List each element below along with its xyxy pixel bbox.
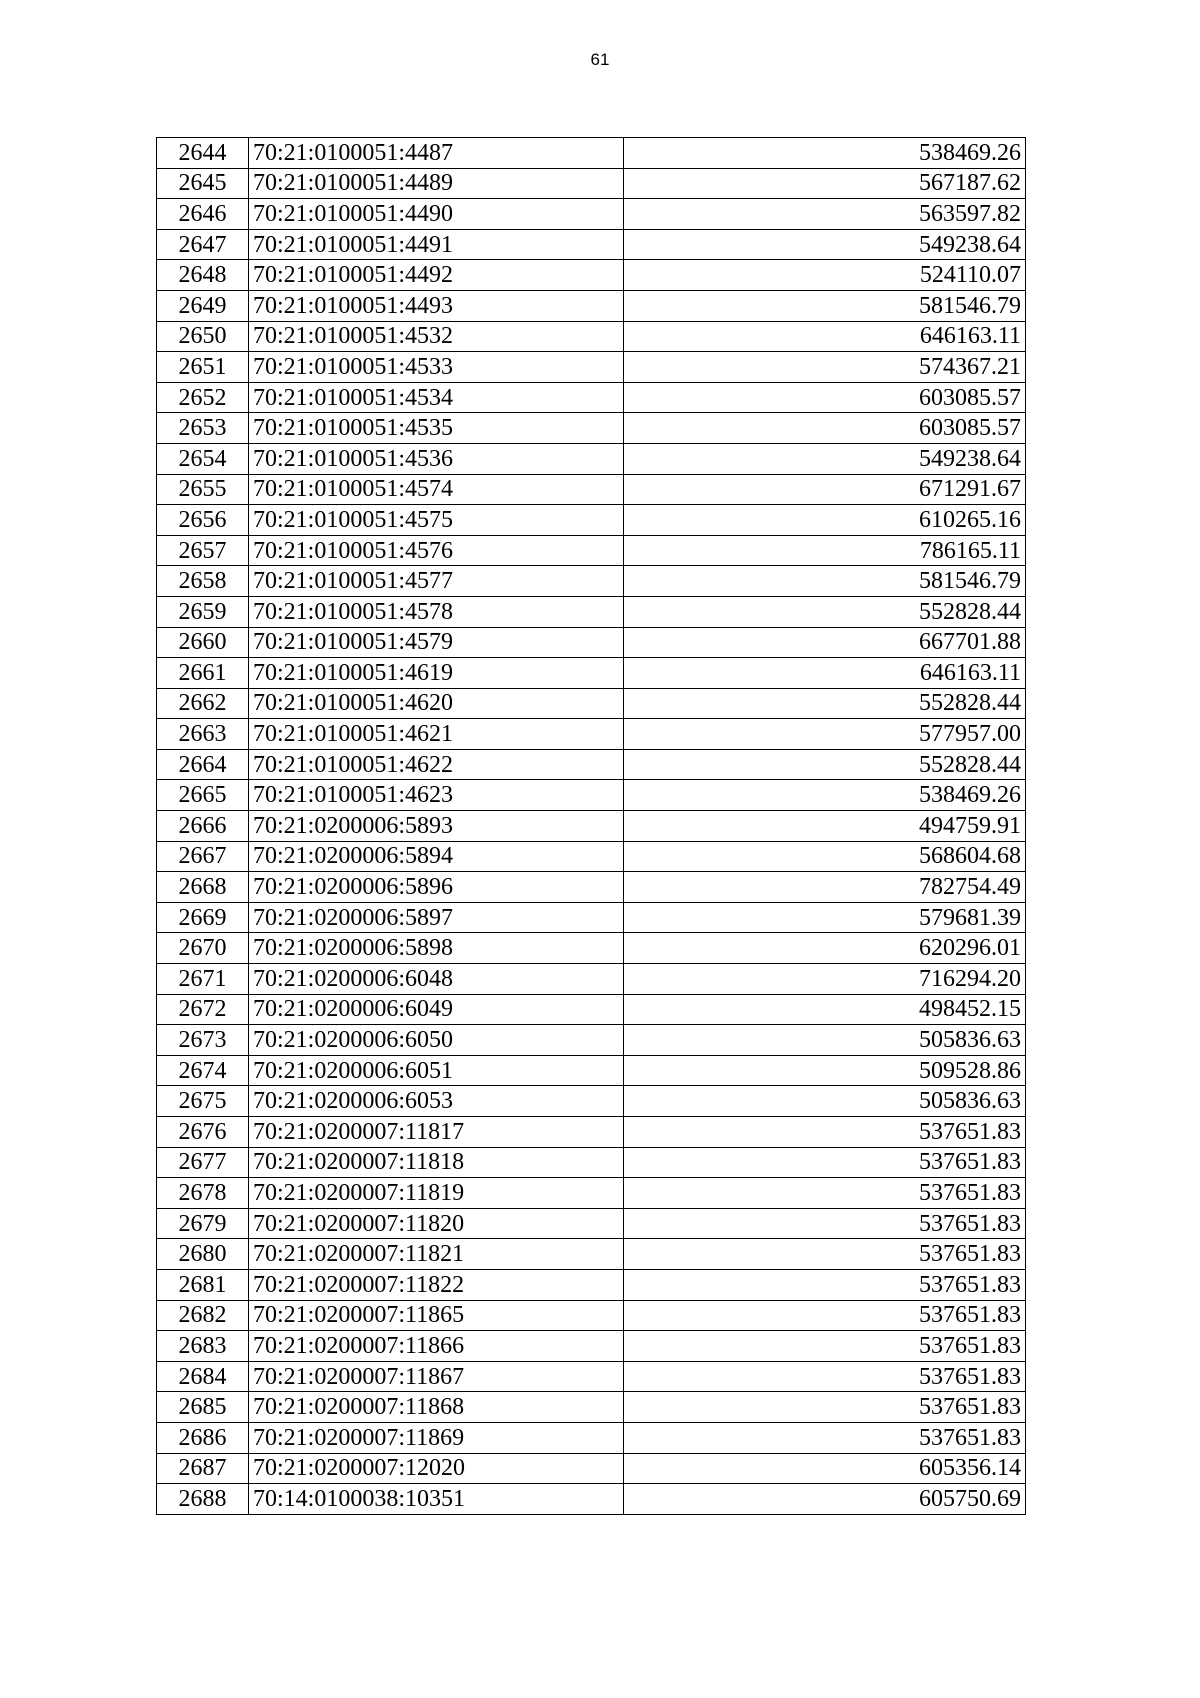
cadastral-value-cell: 537651.83: [624, 1239, 1026, 1270]
cadastral-number-cell: 70:21:0200006:6049: [249, 994, 624, 1025]
cadastral-number-cell: 70:21:0100051:4579: [249, 627, 624, 658]
page-number: 61: [590, 50, 610, 69]
cadastral-value-cell: 563597.82: [624, 199, 1026, 230]
cadastral-number-cell: 70:21:0200007:11868: [249, 1392, 624, 1423]
cadastral-value-cell: 538469.26: [624, 780, 1026, 811]
row-number-cell: 2675: [157, 1086, 249, 1117]
table-row: [157, 566, 1026, 597]
row-number-cell: 2644: [157, 138, 249, 169]
cadastral-value-cell: 537651.83: [624, 1117, 1026, 1148]
table-row: [157, 290, 1026, 321]
table-row: [157, 443, 1026, 474]
row-number-cell: 2659: [157, 596, 249, 627]
row-number-cell: 2651: [157, 352, 249, 383]
row-number-cell: 2649: [157, 290, 249, 321]
cadastral-number-cell: 70:21:0100051:4620: [249, 688, 624, 719]
cadastral-number-cell: 70:21:0100051:4534: [249, 382, 624, 413]
row-number-cell: 2673: [157, 1025, 249, 1056]
cadastral-number-cell: 70:21:0200007:12020: [249, 1453, 624, 1484]
table-body: [157, 138, 1026, 1515]
cadastral-value-cell: 549238.64: [624, 443, 1026, 474]
cadastral-value-table: [156, 137, 1026, 1515]
table-row: [157, 1484, 1026, 1515]
cadastral-number-cell: 70:21:0100051:4491: [249, 229, 624, 260]
table-row: [157, 474, 1026, 505]
cadastral-number-cell: 70:21:0100051:4578: [249, 596, 624, 627]
row-number-cell: 2678: [157, 1178, 249, 1209]
cadastral-value-cell: 537651.83: [624, 1208, 1026, 1239]
cadastral-number-cell: 70:21:0100051:4493: [249, 290, 624, 321]
row-number-cell: 2685: [157, 1392, 249, 1423]
cadastral-value-cell: 498452.15: [624, 994, 1026, 1025]
cadastral-value-cell: 524110.07: [624, 260, 1026, 291]
cadastral-number-cell: 70:21:0100051:4619: [249, 658, 624, 689]
cadastral-value-cell: 552828.44: [624, 688, 1026, 719]
row-number-cell: 2674: [157, 1055, 249, 1086]
table-row: [157, 811, 1026, 842]
cadastral-number-cell: 70:21:0200007:11869: [249, 1422, 624, 1453]
row-number-cell: 2666: [157, 811, 249, 842]
cadastral-number-cell: 70:21:0100051:4535: [249, 413, 624, 444]
cadastral-value-cell: 667701.88: [624, 627, 1026, 658]
cadastral-value-cell: 549238.64: [624, 229, 1026, 260]
table-row: [157, 994, 1026, 1025]
cadastral-value-cell: 782754.49: [624, 872, 1026, 903]
table-row: [157, 1361, 1026, 1392]
row-number-cell: 2648: [157, 260, 249, 291]
cadastral-value-cell: 603085.57: [624, 382, 1026, 413]
row-number-cell: 2652: [157, 382, 249, 413]
row-number-cell: 2658: [157, 566, 249, 597]
table-row: [157, 535, 1026, 566]
cadastral-number-cell: 70:21:0200007:11818: [249, 1147, 624, 1178]
cadastral-value-cell: 786165.11: [624, 535, 1026, 566]
cadastral-number-cell: 70:21:0100051:4574: [249, 474, 624, 505]
cadastral-number-cell: 70:21:0100051:4533: [249, 352, 624, 383]
row-number-cell: 2684: [157, 1361, 249, 1392]
row-number-cell: 2679: [157, 1208, 249, 1239]
cadastral-number-cell: 70:21:0200006:6050: [249, 1025, 624, 1056]
table-row: [157, 596, 1026, 627]
table-row: [157, 627, 1026, 658]
table-row: [157, 1453, 1026, 1484]
cadastral-number-cell: 70:14:0100038:10351: [249, 1484, 624, 1515]
table-row: [157, 1269, 1026, 1300]
table-row: [157, 321, 1026, 352]
table-row: [157, 260, 1026, 291]
row-number-cell: 2687: [157, 1453, 249, 1484]
table-row: [157, 1117, 1026, 1148]
table-row: [157, 1147, 1026, 1178]
row-number-cell: 2668: [157, 872, 249, 903]
cadastral-number-cell: 70:21:0100051:4577: [249, 566, 624, 597]
cadastral-number-cell: 70:21:0200007:11821: [249, 1239, 624, 1270]
cadastral-number-cell: 70:21:0200006:5897: [249, 902, 624, 933]
row-number-cell: 2653: [157, 413, 249, 444]
cadastral-number-cell: 70:21:0200006:6053: [249, 1086, 624, 1117]
cadastral-value-cell: 537651.83: [624, 1300, 1026, 1331]
row-number-cell: 2665: [157, 780, 249, 811]
cadastral-value-cell: 646163.11: [624, 321, 1026, 352]
cadastral-value-cell: 505836.63: [624, 1086, 1026, 1117]
table-row: [157, 505, 1026, 536]
cadastral-number-cell: 70:21:0100051:4492: [249, 260, 624, 291]
row-number-cell: 2645: [157, 168, 249, 199]
cadastral-value-cell: 579681.39: [624, 902, 1026, 933]
cadastral-number-cell: 70:21:0200007:11817: [249, 1117, 624, 1148]
cadastral-number-cell: 70:21:0100051:4536: [249, 443, 624, 474]
cadastral-number-cell: 70:21:0200006:5894: [249, 841, 624, 872]
table-row: [157, 964, 1026, 995]
table-row: [157, 382, 1026, 413]
cadastral-number-cell: 70:21:0200007:11865: [249, 1300, 624, 1331]
row-number-cell: 2686: [157, 1422, 249, 1453]
row-number-cell: 2664: [157, 749, 249, 780]
table-row: [157, 1239, 1026, 1270]
table-row: [157, 902, 1026, 933]
row-number-cell: 2656: [157, 505, 249, 536]
cadastral-number-cell: 70:21:0200006:6051: [249, 1055, 624, 1086]
row-number-cell: 2676: [157, 1117, 249, 1148]
table-row: [157, 719, 1026, 750]
table-row: [157, 1055, 1026, 1086]
cadastral-value-cell: 537651.83: [624, 1392, 1026, 1423]
cadastral-number-cell: 70:21:0200007:11819: [249, 1178, 624, 1209]
table-row: [157, 1300, 1026, 1331]
table-row: [157, 1422, 1026, 1453]
table-row: [157, 1025, 1026, 1056]
cadastral-value-cell: 494759.91: [624, 811, 1026, 842]
table-row: [157, 1178, 1026, 1209]
table-row: [157, 352, 1026, 383]
row-number-cell: 2670: [157, 933, 249, 964]
cadastral-number-cell: 70:21:0200006:6048: [249, 964, 624, 995]
cadastral-value-cell: 567187.62: [624, 168, 1026, 199]
cadastral-value-cell: 537651.83: [624, 1178, 1026, 1209]
cadastral-number-cell: 70:21:0200006:5898: [249, 933, 624, 964]
row-number-cell: 2671: [157, 964, 249, 995]
row-number-cell: 2681: [157, 1269, 249, 1300]
cadastral-value-cell: 537651.83: [624, 1331, 1026, 1362]
cadastral-number-cell: 70:21:0100051:4490: [249, 199, 624, 230]
table-row: [157, 1208, 1026, 1239]
row-number-cell: 2683: [157, 1331, 249, 1362]
cadastral-value-cell: 581546.79: [624, 290, 1026, 321]
cadastral-number-cell: 70:21:0200006:5893: [249, 811, 624, 842]
cadastral-value-cell: 552828.44: [624, 596, 1026, 627]
cadastral-number-cell: 70:21:0100051:4575: [249, 505, 624, 536]
table-row: [157, 229, 1026, 260]
table-row: [157, 413, 1026, 444]
cadastral-value-cell: 577957.00: [624, 719, 1026, 750]
cadastral-number-cell: 70:21:0100051:4623: [249, 780, 624, 811]
cadastral-number-cell: 70:21:0200007:11822: [249, 1269, 624, 1300]
row-number-cell: 2682: [157, 1300, 249, 1331]
cadastral-number-cell: 70:21:0100051:4489: [249, 168, 624, 199]
table-row: [157, 658, 1026, 689]
table-row: [157, 780, 1026, 811]
row-number-cell: 2657: [157, 535, 249, 566]
row-number-cell: 2663: [157, 719, 249, 750]
row-number-cell: 2688: [157, 1484, 249, 1515]
row-number-cell: 2660: [157, 627, 249, 658]
row-number-cell: 2654: [157, 443, 249, 474]
cadastral-value-cell: 605356.14: [624, 1453, 1026, 1484]
cadastral-value-cell: 537651.83: [624, 1269, 1026, 1300]
cadastral-value-cell: 537651.83: [624, 1147, 1026, 1178]
row-number-cell: 2655: [157, 474, 249, 505]
table-row: [157, 872, 1026, 903]
cadastral-value-cell: 574367.21: [624, 352, 1026, 383]
cadastral-number-cell: 70:21:0100051:4487: [249, 138, 624, 169]
row-number-cell: 2672: [157, 994, 249, 1025]
table-row: [157, 688, 1026, 719]
table-row: [157, 199, 1026, 230]
cadastral-value-cell: 671291.67: [624, 474, 1026, 505]
cadastral-value-cell: 610265.16: [624, 505, 1026, 536]
table-row: [157, 1392, 1026, 1423]
table-row: [157, 749, 1026, 780]
cadastral-value-cell: 552828.44: [624, 749, 1026, 780]
cadastral-number-cell: 70:21:0100051:4532: [249, 321, 624, 352]
row-number-cell: 2677: [157, 1147, 249, 1178]
row-number-cell: 2680: [157, 1239, 249, 1270]
row-number-cell: 2662: [157, 688, 249, 719]
row-number-cell: 2650: [157, 321, 249, 352]
table-row: [157, 841, 1026, 872]
row-number-cell: 2667: [157, 841, 249, 872]
table-row: [157, 933, 1026, 964]
cadastral-number-cell: 70:21:0200007:11820: [249, 1208, 624, 1239]
row-number-cell: 2661: [157, 658, 249, 689]
table-row: [157, 168, 1026, 199]
row-number-cell: 2647: [157, 229, 249, 260]
table-row: [157, 1331, 1026, 1362]
cadastral-value-cell: 537651.83: [624, 1361, 1026, 1392]
cadastral-number-cell: 70:21:0100051:4622: [249, 749, 624, 780]
cadastral-value-cell: 509528.86: [624, 1055, 1026, 1086]
cadastral-value-cell: 620296.01: [624, 933, 1026, 964]
row-number-cell: 2669: [157, 902, 249, 933]
cadastral-number-cell: 70:21:0100051:4576: [249, 535, 624, 566]
cadastral-value-cell: 568604.68: [624, 841, 1026, 872]
table-row: [157, 1086, 1026, 1117]
cadastral-number-cell: 70:21:0200007:11867: [249, 1361, 624, 1392]
cadastral-value-cell: 646163.11: [624, 658, 1026, 689]
cadastral-number-cell: 70:21:0200006:5896: [249, 872, 624, 903]
cadastral-value-cell: 537651.83: [624, 1422, 1026, 1453]
cadastral-value-cell: 716294.20: [624, 964, 1026, 995]
cadastral-number-cell: 70:21:0200007:11866: [249, 1331, 624, 1362]
cadastral-value-cell: 538469.26: [624, 138, 1026, 169]
cadastral-value-cell: 581546.79: [624, 566, 1026, 597]
cadastral-value-cell: 603085.57: [624, 413, 1026, 444]
table-row: [157, 138, 1026, 169]
cadastral-value-cell: 505836.63: [624, 1025, 1026, 1056]
row-number-cell: 2646: [157, 199, 249, 230]
cadastral-number-cell: 70:21:0100051:4621: [249, 719, 624, 750]
cadastral-value-cell: 605750.69: [624, 1484, 1026, 1515]
